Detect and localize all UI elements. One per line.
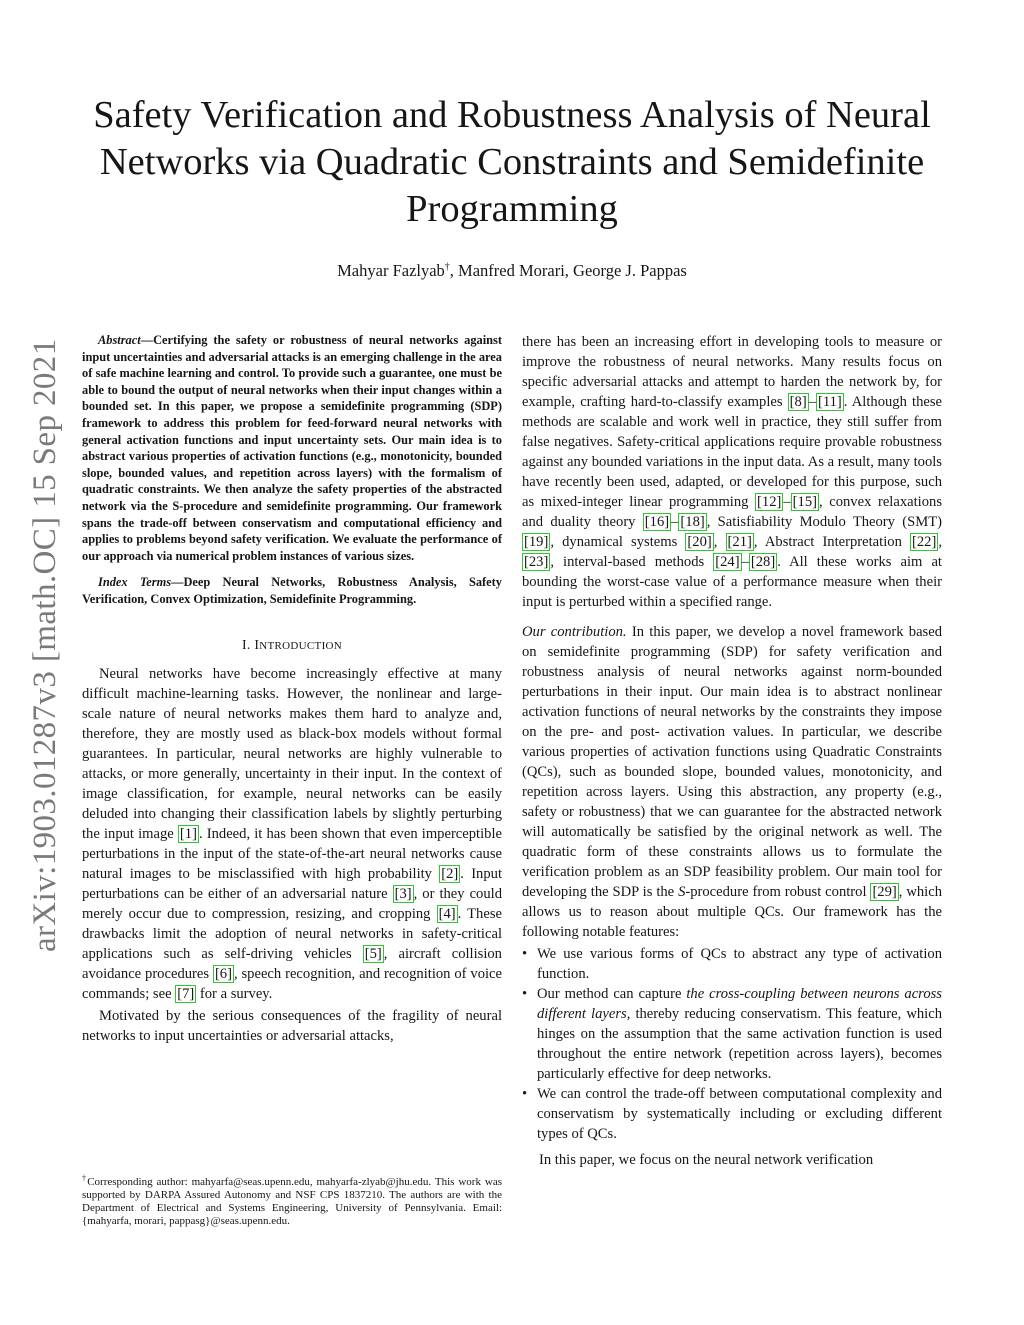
- citation-link[interactable]: [19]: [524, 534, 549, 550]
- text-run: , dynamical systems: [550, 534, 686, 550]
- citation-link[interactable]: [4]: [438, 905, 456, 922]
- section-heading-introduction: [82, 635, 502, 656]
- feature-list: [522, 944, 942, 1144]
- citation-link[interactable]: [8]: [789, 394, 807, 410]
- final-paragraph-start: In this paper, we focus on the neural network verification: [539, 1152, 874, 1168]
- text-run: -procedure from robust control: [685, 884, 871, 900]
- text-run: ,: [713, 534, 726, 550]
- right-column: [522, 332, 942, 1170]
- text-run: . Although these methods are scalable and work well in practice, they still suffer from false negatives. Safety-critical applications require provable robustness against any bounded variations in the input data. As a result, many tools have recently been used, adapted, or developed for this purpose, such as mixed-integer linear programming: [522, 394, 942, 510]
- contribution-paragraph: [522, 622, 942, 942]
- citation-link[interactable]: [6]: [214, 965, 232, 982]
- paper-title: Safety Verification and Robustness Analysis of Neural Networks via Quadratic Constraints and Semidefinite Programming: [93, 94, 931, 230]
- citation-link[interactable]: [29]: [872, 884, 897, 900]
- intro-paragraph-1: [82, 664, 502, 1004]
- index-terms-dash: —: [171, 575, 184, 590]
- citation-link[interactable]: [15]: [792, 494, 817, 510]
- text-run: , aircraft collision avoidance procedures: [82, 945, 502, 982]
- text-run: –: [671, 514, 679, 530]
- index-terms-label: Index Terms: [98, 575, 172, 590]
- title-block: [80, 92, 944, 282]
- index-terms: [82, 574, 502, 607]
- left-column: [82, 332, 502, 1046]
- text-run: ,: [938, 534, 942, 550]
- citation-link[interactable]: [5]: [364, 945, 382, 962]
- text-run: In this paper, we develop a novel framework based on semidefinite programming (SDP) for safety verification and robustness analysis of neural networks against norm-bounded perturbations in their input. Our main idea is to abstract nonlinear activation functions of neural networks by the constraints they impose on the pre- and post- activation values. In particular, we describe various properties of activation functions using Quadratic Constraints (QCs), such as bounded slope, bounded values, monotonicity, and repetition across layers. Using this abstraction, any property (e.g., safety or robustness) that we can guarantee for the abstracted network will automatically be satisfied by the original network as well. The quadratic form of these constraints allows us to formulate the verification problem as an SDP feasibility problem. Our main tool for developing the SDP is the: [522, 624, 943, 900]
- abstract-label: Abstract: [98, 333, 141, 347]
- citation-link[interactable]: [7]: [177, 985, 195, 1002]
- text-run: Our method can capture: [537, 986, 687, 1002]
- list-item: [522, 984, 942, 1084]
- list-item: • We use various forms of QCs to abstract any type of activation function.: [522, 944, 942, 984]
- text-run: , Satisfiability Modulo Theory (SMT): [706, 514, 942, 530]
- section-numeral: I.: [241, 636, 255, 652]
- citation-link[interactable]: [18]: [680, 514, 705, 530]
- arxiv-identifier-stamp: arXiv:1903.01287v3 [math.OC] 15 Sep 2021: [27, 338, 63, 952]
- author-first: Mahyar Fazlyab: [337, 261, 445, 280]
- text-run: –: [783, 494, 791, 510]
- footnote: [82, 1173, 502, 1228]
- text-run: , Abstract Interpretation: [753, 534, 911, 550]
- text-run: . Indeed, it has been shown that even imperceptible perturbations in the input of the state-of-the-art neural networks cause natural images to be misclassified with high probability: [82, 825, 502, 882]
- citation-link[interactable]: [16]: [644, 514, 670, 530]
- text-run: , convex relaxations and duality theory: [522, 494, 942, 530]
- citation-link[interactable]: [2]: [441, 865, 459, 882]
- citation-link[interactable]: [3]: [394, 885, 412, 902]
- citation-link[interactable]: [23]: [524, 554, 549, 570]
- emphasis-text: the cross-coupling between neurons across different layers: [537, 986, 942, 1022]
- citation-link[interactable]: [21]: [727, 534, 752, 550]
- footnote-mark: †: [82, 1173, 88, 1183]
- text-run: , which allows us to reason about multiple QCs. Our framework has the following notable features:: [522, 884, 942, 940]
- section-heading-rest: NTRODUCTION: [259, 639, 343, 652]
- section-heading-cap: I: [254, 636, 260, 652]
- abstract-text: Certifying the safety or robustness of neural networks against input uncertainties and adversarial attacks is an emerging challenge in the area of safe machine learning and control. To provide such a guarantee, one must be able to bound the output of neural networks when their input changes within a bounded set. In this paper, we propose a semidefinite programming (SDP) framework to address this problem for feed-forward neural networks with general activation functions and input uncertainty sets. Our main idea is to abstract various properties of activation functions (e.g., monotonicity, bounded slope, bounded values, and repetition across layers) with the formalism of quadratic constraints. We then analyze the safety properties of the abstracted network via the S-procedure and semidefinite programming. Our framework spans the trade-off between conservatism and computational efficiency and applies to problems beyond safety verification. We evaluate the performance of our approach via numerical problem instances of various sizes.: [82, 333, 502, 563]
- text-run: for a survey.: [196, 985, 273, 1002]
- text-run: , speech recognition, and recognition of voice commands; see: [82, 965, 503, 1002]
- text-run: . Input perturbations can be either of an adversarial nature: [82, 865, 503, 902]
- text-run: –: [808, 394, 816, 410]
- text-run: , interval-based methods: [550, 554, 714, 570]
- citation-link[interactable]: [24]: [715, 554, 740, 570]
- text-run: –: [741, 554, 749, 570]
- text-run: , or they could merely occur due to compression, resizing, and cropping: [82, 885, 502, 922]
- abstract-dash: —: [140, 333, 154, 347]
- text-run: there has been an increasing effort in developing tools to measure or improve the robustness of neural networks. Many results focus on specific adversarial attacks and attempt to harden the network by, for example, crafting hard-to-classify examples: [522, 334, 942, 410]
- index-terms-text: Deep Neural Networks, Robustness Analysis, Safety Verification, Convex Optimization, Semidefinite Programming.: [82, 575, 502, 606]
- citation-link[interactable]: [20]: [687, 534, 712, 550]
- author-list: [80, 260, 944, 282]
- corresponding-author-mark: †: [444, 261, 450, 273]
- s-procedure-symbol: S: [678, 884, 686, 900]
- citation-link[interactable]: [11]: [818, 394, 842, 410]
- citation-link[interactable]: [1]: [179, 825, 197, 842]
- abstract: [82, 332, 502, 564]
- author-rest: , Manfred Morari, George J. Pappas: [449, 261, 687, 280]
- list-item: • We can control the trade-off between computational complexity and conservatism by systematically including or excluding different types of QCs.: [522, 1084, 942, 1144]
- contribution-label: Our contribution.: [522, 624, 627, 640]
- related-work-paragraph: [522, 332, 942, 612]
- footnote-text: Corresponding author: mahyarfa@seas.upenn.edu, mahyarfa-zlyab@jhu.edu. This work was supported by DARPA Assured Autonomy and NSF CPS 1837210. The authors are with the Department of Electrical and Systems Engineering, University of Pennsylvania. Email: {mahyarfa, morari, pappasg}@seas.upenn.edu.: [82, 1176, 502, 1227]
- text-run: , thereby reducing conservatism. This feature, which hinges on the assumption that the same activation function is used throughout the entire network (repetition across layers), becomes particularly effective for deep networks.: [537, 1006, 942, 1082]
- intro-paragraph-2: Motivated by the serious consequences of the fragility of neural networks to input uncertainties or adversarial attacks,: [82, 1007, 502, 1044]
- text-run: . These drawbacks limit the adoption of neural networks in safety-critical applications such as self-driving vehicles: [82, 905, 502, 962]
- citation-link[interactable]: [22]: [912, 534, 937, 550]
- text-run: . All these works aim at bounding the worst-case value of a performance measure when their input is perturbed within a specified range.: [522, 554, 942, 610]
- text-run: Neural networks have become increasingly effective at many difficult machine-learning tasks. However, the nonlinear and large-scale nature of neural networks makes them hard to analyze and, therefore, they are mostly used as black-box models without formal guarantees. In particular, neural networks are highly vulnerable to attacks, or more generally, uncertainty in their input. In the context of image classification, for example, neural networks can be easily deluded into changing their classification labels by slightly perturbing the input image: [82, 665, 502, 842]
- citation-link[interactable]: [28]: [750, 554, 776, 570]
- citation-link[interactable]: [12]: [757, 494, 782, 510]
